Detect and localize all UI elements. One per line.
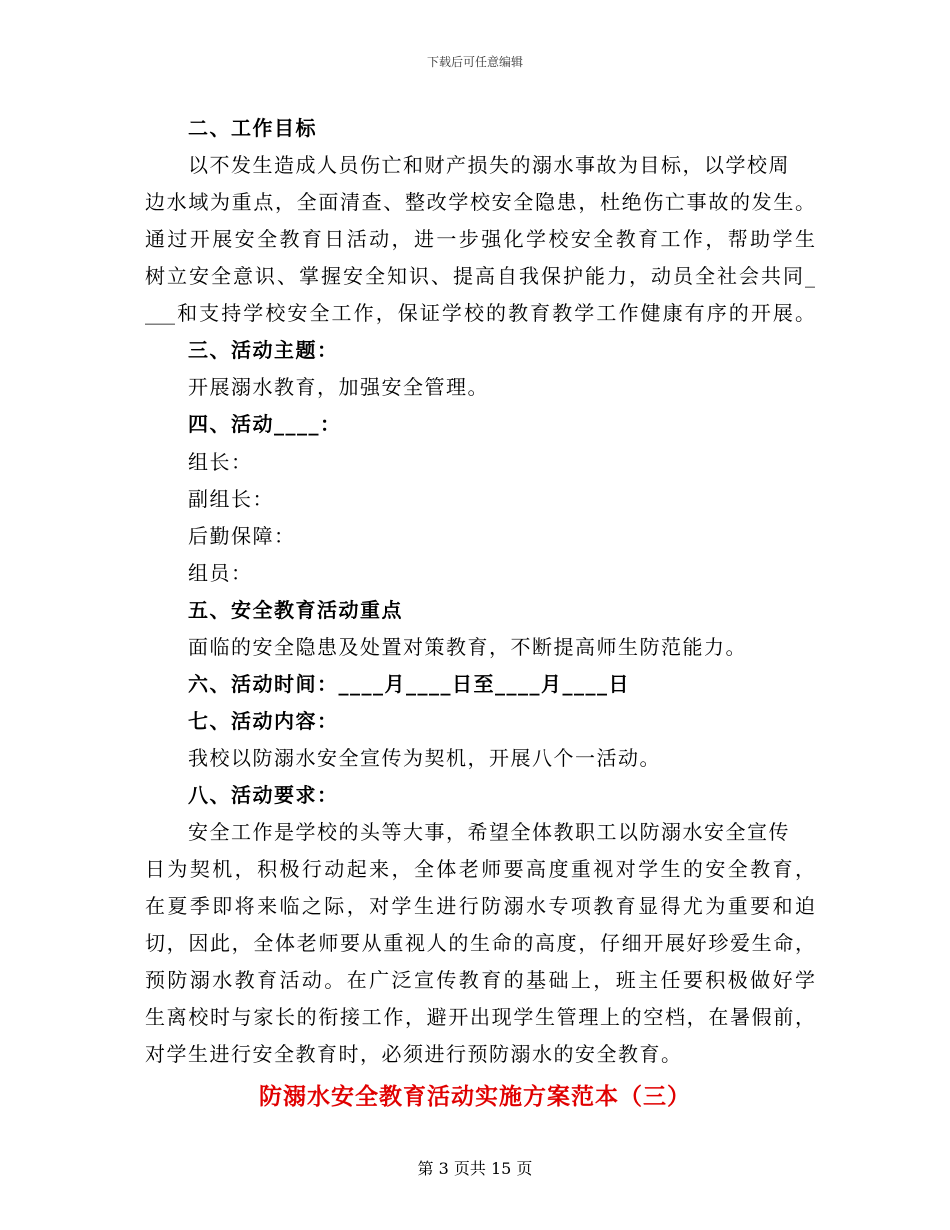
paragraph-line: 通过开展安全教育日活动，进一步强化学校安全教育工作，帮助学生 — [145, 227, 815, 251]
section-heading: 六、活动时间：____月____日至____月____日 — [188, 672, 630, 696]
body-text: 后勤保障： — [188, 524, 296, 548]
paragraph-line: 在夏季即将来临之际，对学生进行防溺水专项教育显得尤为重要和迫 — [145, 894, 815, 918]
paragraph-line: 切，因此，全体老师要从重视人的生命的高度，仔细开展好珍爱生命， — [145, 931, 815, 955]
paragraph-line: 对学生进行安全教育时，必须进行预防溺水的安全教育。 — [145, 1042, 683, 1066]
paragraph-line: 预防溺水教育活动。在广泛宣传教育的基础上，班主任要积极做好学 — [145, 968, 815, 992]
body-text: 组员： — [188, 561, 253, 585]
body-text: 开展溺水教育，加强安全管理。 — [188, 375, 489, 399]
paragraph-line: 日为契机，积极行动起来，全体老师要高度重视对学生的安全教育， — [145, 857, 815, 881]
section-heading: 八、活动要求： — [188, 783, 339, 807]
body-text: 副组长： — [188, 487, 274, 511]
body-text: 组长： — [188, 450, 253, 474]
section-heading: 五、安全教育活动重点 — [188, 598, 403, 622]
body-text: 面临的安全隐患及处置对策教育，不断提高师生防范能力。 — [188, 635, 747, 659]
section-heading: 三、活动主题： — [188, 338, 339, 362]
body-text: 我校以防溺水安全宣传为契机，开展八个一活动。 — [188, 746, 661, 770]
section-heading: 四、活动____： — [188, 412, 342, 436]
page-footer: 第 3 页共 15 页 — [417, 1159, 533, 1178]
page-header: 下载后可任意编辑 — [426, 55, 523, 69]
section-heading: 七、活动内容： — [188, 709, 339, 733]
paragraph-line: 以不发生造成人员伤亡和财产损失的溺水事故为目标，以学校周 — [188, 153, 790, 177]
paragraph-line: ___和支持学校安全工作，保证学校的教育教学工作健康有序的开展。 — [145, 301, 815, 325]
paragraph-line: 树立安全意识、掌握安全知识、提高自我保护能力，动员全社会共同_ — [145, 264, 815, 288]
paragraph-line: 安全工作是学校的头等大事，希望全体教职工以防溺水安全宣传 — [188, 820, 790, 844]
paragraph-line: 边水域为重点，全面清查、整改学校安全隐患，杜绝伤亡事故的发生。 — [145, 190, 815, 214]
section-heading: 二、工作目标 — [188, 116, 317, 140]
paragraph-line: 生离校时与家长的衔接工作，避开出现学生管理上的空档，在暑假前， — [145, 1005, 815, 1029]
next-section-title: 防溺水安全教育活动实施方案范本（三） — [259, 1083, 691, 1110]
